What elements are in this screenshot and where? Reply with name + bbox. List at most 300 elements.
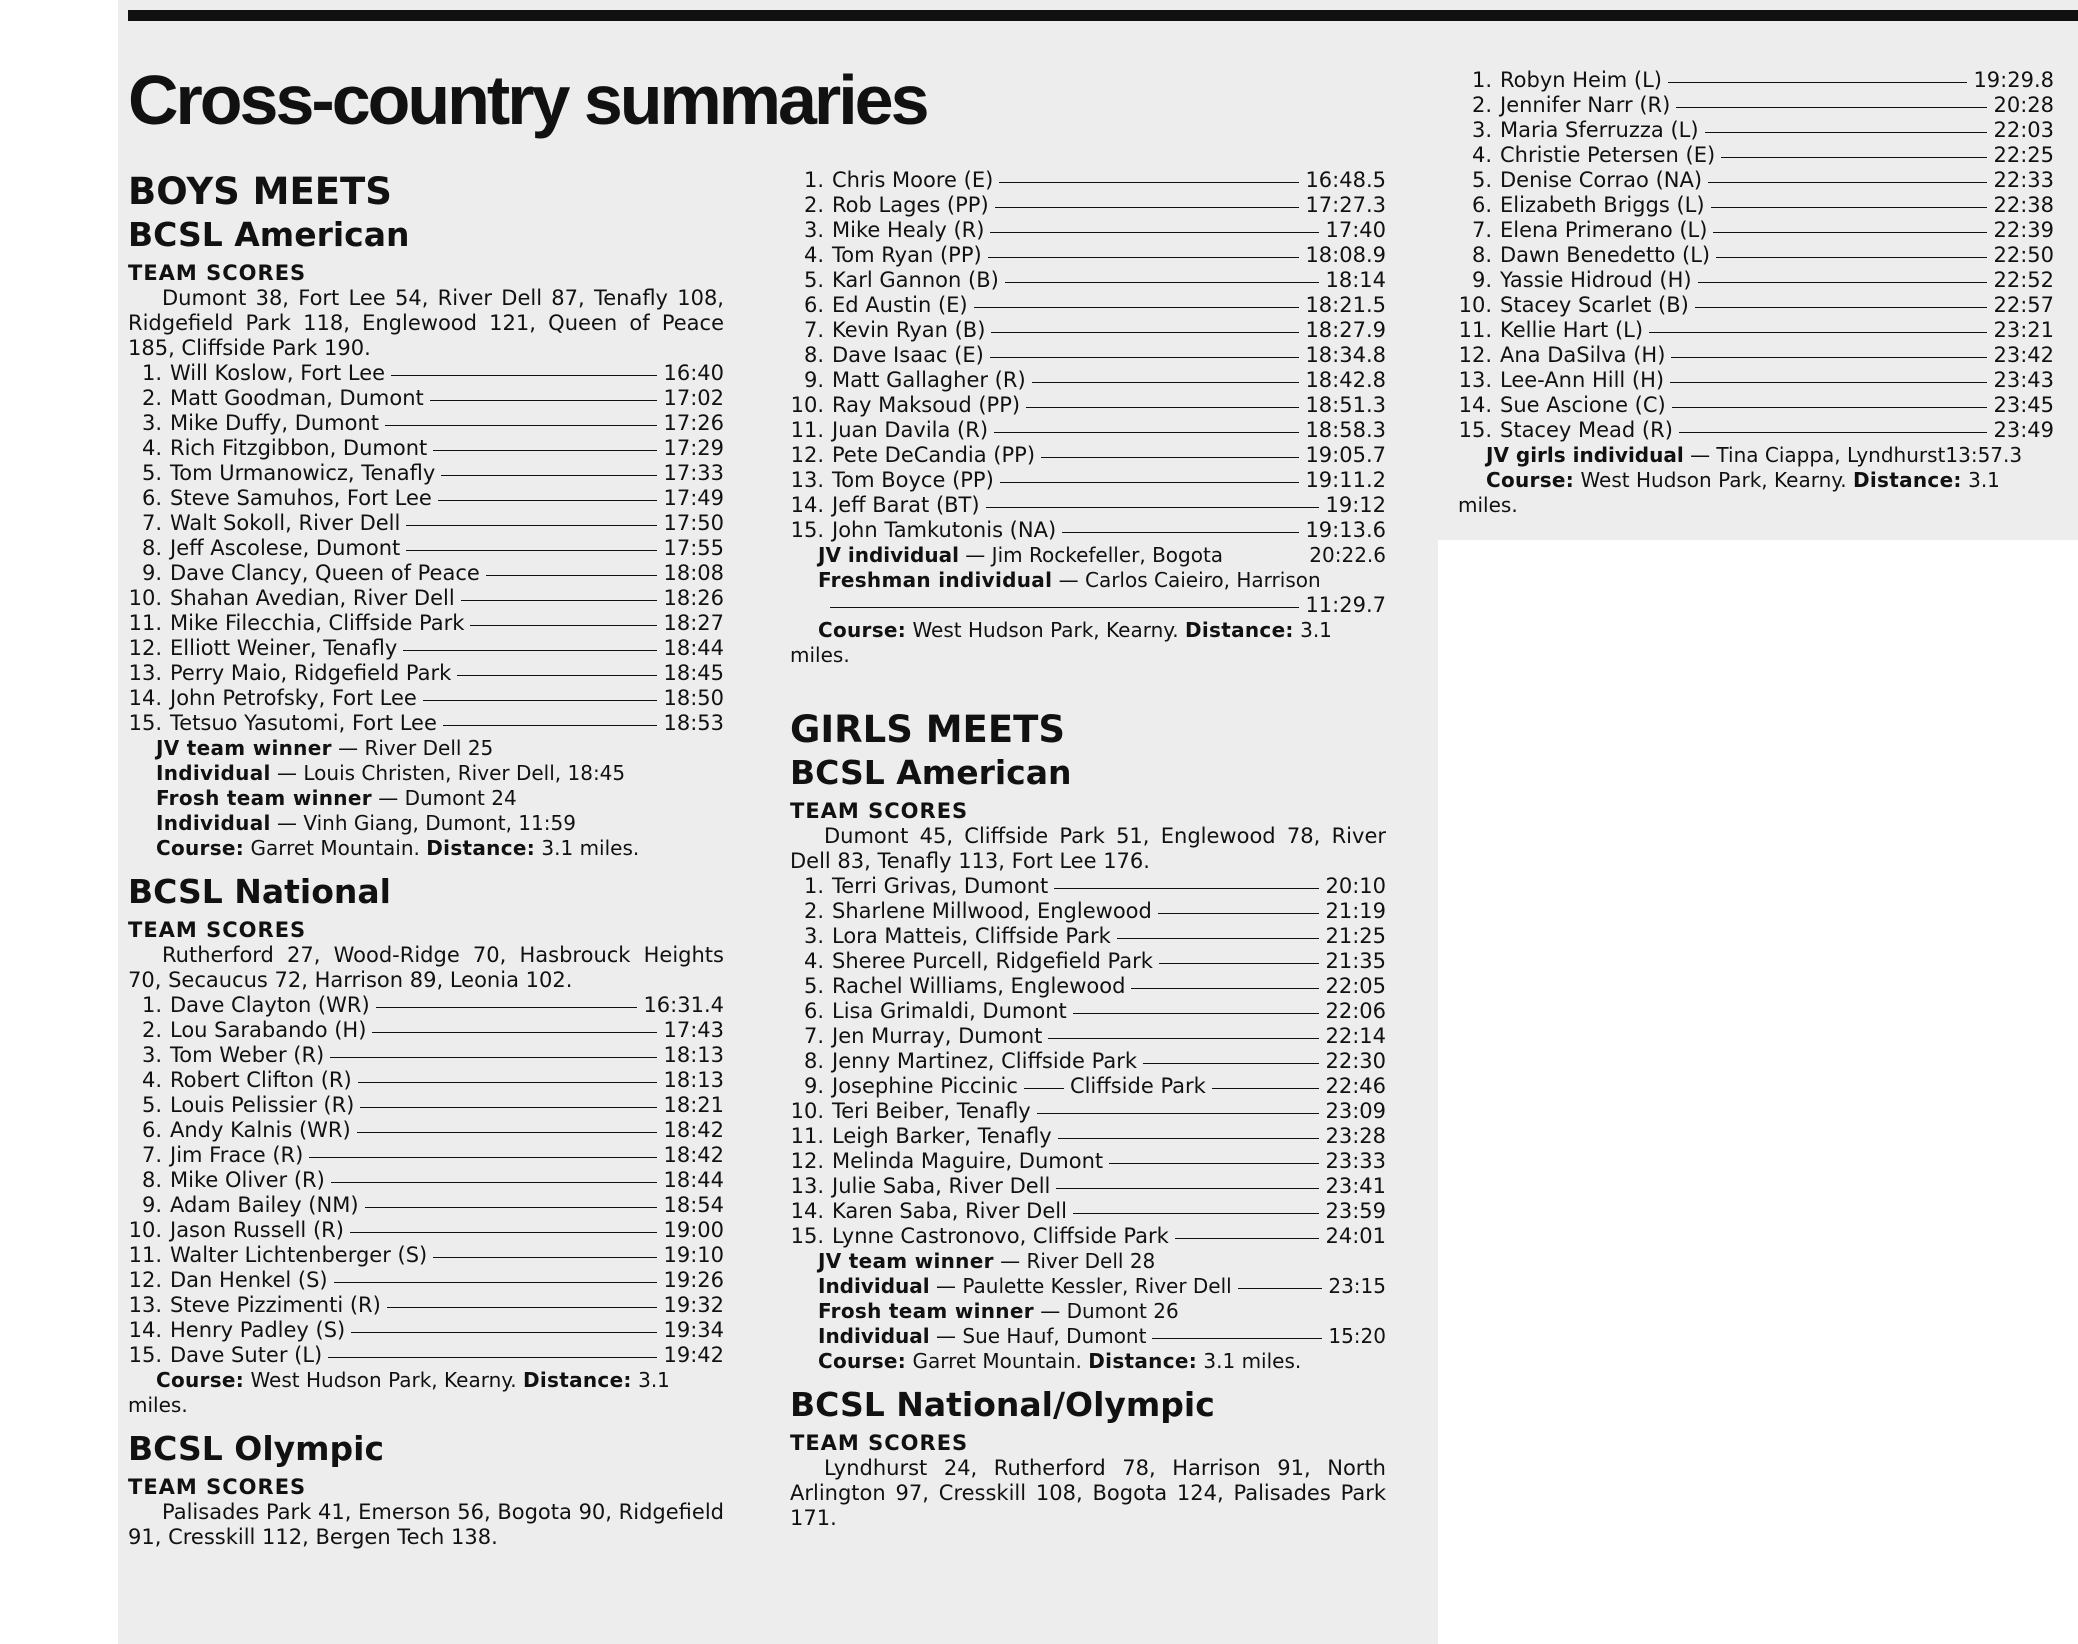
runner-name: Matt Goodman, Dumont <box>170 386 424 410</box>
result-row <box>128 486 724 511</box>
finish-time: 17:33 <box>663 461 724 485</box>
place-number: 8. <box>141 536 162 560</box>
runner-name: Rachel Williams, Englewood <box>832 974 1126 998</box>
leader-line <box>1073 1013 1320 1014</box>
finish-time: 23:42 <box>1993 343 2054 367</box>
place-number: 1. <box>141 361 162 385</box>
runner-name: Jim Frace (R) <box>170 1143 304 1167</box>
boys-american-results <box>128 361 724 736</box>
finish-time: 22:50 <box>1993 243 2054 267</box>
finish-time: 18:51.3 <box>1305 393 1386 417</box>
finish-time: 23:59 <box>1325 1199 1386 1223</box>
place-number: 8. <box>803 1049 824 1073</box>
leader-line <box>1158 913 1320 914</box>
leader-line <box>406 550 657 551</box>
leader-line <box>1672 407 1988 408</box>
leader-line <box>1026 407 1299 408</box>
result-row <box>790 493 1386 518</box>
result-row <box>128 511 724 536</box>
course-line <box>790 1349 1386 1374</box>
finish-time: 20:28 <box>1993 93 2054 117</box>
place-number: 3. <box>1471 118 1492 142</box>
result-row <box>790 193 1386 218</box>
result-row <box>128 993 724 1018</box>
result-row <box>128 1268 724 1293</box>
place-number: 4. <box>803 949 824 973</box>
place-number: 2. <box>141 386 162 410</box>
runner-name: Dave Isaac (E) <box>832 343 984 367</box>
finish-time: 19:13.6 <box>1305 518 1386 542</box>
girls-meets-heading: GIRLS MEETS <box>790 708 1065 751</box>
leader-line <box>986 507 1320 508</box>
finish-time: 19:05.7 <box>1305 443 1386 467</box>
leader-line <box>387 1307 658 1308</box>
finish-time: 18:44 <box>663 1168 724 1192</box>
finish-time: 16:48.5 <box>1305 168 1386 192</box>
result-row <box>128 436 724 461</box>
place-number: 13. <box>128 661 162 685</box>
place-number: 7. <box>803 318 824 342</box>
leader-line <box>1713 232 1987 233</box>
result-row <box>790 218 1386 243</box>
place-number: 12. <box>790 443 824 467</box>
result-row <box>128 586 724 611</box>
place-number: 13. <box>790 1174 824 1198</box>
team-scores-label: TEAM SCORES <box>128 918 307 942</box>
place-number: 4. <box>141 436 162 460</box>
result-row <box>128 636 724 661</box>
runner-name: Matt Gallagher (R) <box>832 368 1026 392</box>
leader-line <box>1037 1113 1320 1114</box>
runner-name: Jeff Barat (BT) <box>832 493 980 517</box>
note-value: Garret Mountain. <box>244 836 427 860</box>
finish-time: 18:34.8 <box>1305 343 1386 367</box>
finish-time: 17:40 <box>1325 218 1386 242</box>
leader-line <box>1670 382 1987 383</box>
leader-line <box>360 1107 657 1108</box>
leader-line <box>1143 1063 1319 1064</box>
runner-name: Juan Davila (R) <box>832 418 989 442</box>
boys-american-heading: BCSL American <box>128 215 410 254</box>
result-row <box>128 1343 724 1368</box>
freshman-individual-line: Freshman individual — Carlos Caieiro, Harrison <box>818 568 1321 592</box>
place-number: 4. <box>803 243 824 267</box>
finish-time: 22:25 <box>1993 143 2054 167</box>
place-number: 9. <box>803 368 824 392</box>
runner-name: Robert Clifton (R) <box>170 1068 352 1092</box>
finish-time: 18:27.9 <box>1305 318 1386 342</box>
girls-american-notes <box>790 1249 1386 1374</box>
leader-line <box>1109 1163 1319 1164</box>
leader-line <box>990 232 1319 233</box>
team-scores-text: Palisades Park 41, Emerson 56, Bogota 90, Ridgefield 91, Cresskill 112, Bergen Tech 138. <box>128 1500 724 1549</box>
leader-line <box>1679 432 1988 433</box>
result-row <box>790 343 1386 368</box>
runner-name: Henry Padley (S) <box>170 1318 346 1342</box>
finish-time: 17:26 <box>663 411 724 435</box>
runner-name: Ray Maksoud (PP) <box>832 393 1021 417</box>
result-row <box>128 386 724 411</box>
place-number: 7. <box>803 1024 824 1048</box>
result-row <box>1458 343 2054 368</box>
leader-line <box>406 525 657 526</box>
note-label: Frosh team winner <box>818 1299 1034 1323</box>
team-scores-text: Lyndhurst 24, Rutherford 78, Harrison 91, North Arlington 97, Cresskill 108, Bogota 124, Palisades Park 171. <box>790 1456 1386 1530</box>
note-text <box>818 1324 1146 1349</box>
finish-time: 18:45 <box>663 661 724 685</box>
jv-individual-line: JV individual — Jim Rockefeller, Bogota 20:22.6 <box>818 543 1386 567</box>
leader-line <box>486 575 658 576</box>
leader-line <box>1708 182 1987 183</box>
runner-name: Adam Bailey (NM) <box>170 1193 359 1217</box>
place-number: 7. <box>141 1143 162 1167</box>
runner-name: Stacey Mead (R) <box>1500 418 1673 442</box>
leader-line <box>1695 307 1988 308</box>
result-row <box>790 1124 1386 1149</box>
note-value: — Paulette Kessler, River Dell <box>929 1274 1232 1298</box>
runner-name: Dan Henkel (S) <box>170 1268 328 1292</box>
finish-time: 17:27.3 <box>1305 193 1386 217</box>
note-time: 23:15 <box>1328 1274 1386 1298</box>
finish-time: 19:11.2 <box>1305 468 1386 492</box>
finish-time: 18:42.8 <box>1305 368 1386 392</box>
result-row <box>128 1118 724 1143</box>
result-row <box>790 318 1386 343</box>
place-number: 15. <box>790 1224 824 1248</box>
place-number: 5. <box>803 268 824 292</box>
finish-time: 22:39 <box>1993 218 2054 242</box>
place-number: 14. <box>128 1318 162 1342</box>
note-value: — Dumont 26 <box>1033 1299 1179 1323</box>
runner-name: Steve Pizzimenti (R) <box>170 1293 381 1317</box>
result-row <box>790 393 1386 418</box>
runner-name: Lee-Ann Hill (H) <box>1500 368 1665 392</box>
place-number: 15. <box>790 518 824 542</box>
place-number: 13. <box>1458 368 1492 392</box>
course-line <box>128 836 724 861</box>
leader-line <box>1058 1138 1320 1139</box>
leader-line <box>1152 1338 1322 1339</box>
note-text <box>818 1274 1232 1299</box>
runner-name: Dave Clancy, Queen of Peace <box>170 561 480 585</box>
finish-time: 18:14 <box>1325 268 1386 292</box>
finish-time: 16:40 <box>663 361 724 385</box>
result-row <box>128 1068 724 1093</box>
boys-olympic-heading: BCSL Olympic <box>128 1429 385 1468</box>
place-number: 14. <box>128 686 162 710</box>
result-row <box>790 1174 1386 1199</box>
leader-line <box>990 357 1300 358</box>
result-row <box>128 611 724 636</box>
place-number: 7. <box>1471 218 1492 242</box>
place-number: 4. <box>141 1068 162 1092</box>
runner-name: Jennifer Narr (R) <box>1500 93 1671 117</box>
leader-line <box>385 425 657 426</box>
result-row <box>1458 268 2054 293</box>
place-number: 1. <box>1471 68 1492 92</box>
note-line <box>128 786 724 811</box>
result-row <box>1458 93 2054 118</box>
runner-name: John Tamkutonis (NA) <box>832 518 1057 542</box>
finish-time: 18:54 <box>663 1193 724 1217</box>
result-row <box>790 1099 1386 1124</box>
finish-time: 22:57 <box>1993 293 2054 317</box>
leader-line <box>1054 888 1319 889</box>
boys-meets-heading: BOYS MEETS <box>128 170 392 213</box>
boys-national-heading: BCSL National <box>128 872 391 911</box>
note-label: Frosh team winner <box>156 786 372 810</box>
runner-name: Tom Ryan (PP) <box>832 243 982 267</box>
finish-time: 18:50 <box>663 686 724 710</box>
result-row <box>790 924 1386 949</box>
finish-time: 18:42 <box>663 1118 724 1142</box>
runner-name: Sheree Purcell, Ridgefield Park <box>832 949 1153 973</box>
finish-time: 22:33 <box>1993 168 2054 192</box>
place-number: 8. <box>141 1168 162 1192</box>
team-scores-text: Dumont 45, Cliffside Park 51, Englewood 78, River Dell 83, Tenafly 113, Fort Lee 176. <box>790 824 1386 873</box>
finish-time: 17:02 <box>663 386 724 410</box>
place-number: 5. <box>803 974 824 998</box>
result-row <box>790 899 1386 924</box>
note-value: — River Dell 28 <box>993 1249 1156 1273</box>
leader-line <box>1032 382 1300 383</box>
place-number: 11. <box>128 611 162 635</box>
note-label: JV team winner <box>818 1249 994 1273</box>
place-number: 1. <box>803 168 824 192</box>
runner-name: Tom Weber (R) <box>170 1043 325 1067</box>
place-number: 11. <box>128 1243 162 1267</box>
result-row <box>128 1293 724 1318</box>
finish-time: 17:43 <box>663 1018 724 1042</box>
runner-name: Sue Ascione (C) <box>1500 393 1666 417</box>
leader-line <box>334 1282 658 1283</box>
result-row <box>128 1018 724 1043</box>
result-row <box>1458 168 2054 193</box>
runner-name: Mike Duffy, Dumont <box>170 411 380 435</box>
finish-time: 18:58.3 <box>1305 418 1386 442</box>
runner-name: Robyn Heim (L) <box>1500 68 1663 92</box>
runner-name: Karen Saba, River Dell <box>832 1199 1067 1223</box>
runner-name: Mike Filecchia, Cliffside Park <box>170 611 465 635</box>
result-row <box>1458 218 2054 243</box>
finish-time: 16:31.4 <box>643 993 724 1017</box>
note-label: Course: <box>818 1349 907 1373</box>
finish-time: 23:21 <box>1993 318 2054 342</box>
runner-name: Jeff Ascolese, Dumont <box>170 536 401 560</box>
result-row <box>1458 393 2054 418</box>
leader-line <box>358 1082 658 1083</box>
leader-line <box>438 500 658 501</box>
note-label: Distance: <box>1088 1349 1198 1373</box>
finish-time: 22:06 <box>1325 999 1386 1023</box>
leader-line <box>357 1132 658 1133</box>
girls-natoly-results <box>1458 68 2054 443</box>
result-row <box>790 974 1386 999</box>
note-value: — Dumont 24 <box>371 786 517 810</box>
runner-name: Elizabeth Briggs (L) <box>1500 193 1705 217</box>
note-value: 3.1 miles. <box>1197 1349 1302 1373</box>
runner-name: Mike Oliver (R) <box>170 1168 325 1192</box>
result-row <box>790 1024 1386 1049</box>
runner-name: Leigh Barker, Tenafly <box>832 1124 1052 1148</box>
girls-natoly-heading: BCSL National/Olympic <box>790 1385 1215 1424</box>
place-number: 4. <box>1471 143 1492 167</box>
team-scores-label: TEAM SCORES <box>790 799 969 823</box>
team-scores-label: TEAM SCORES <box>128 261 307 285</box>
runner-name: Rich Fitzgibbon, Dumont <box>170 436 428 460</box>
place-number: 1. <box>803 874 824 898</box>
team-scores-text: Rutherford 27, Wood-Ridge 70, Hasbrouck Heights 70, Secaucus 72, Harrison 89, Leonia 102. <box>128 943 724 992</box>
place-number: 14. <box>1458 393 1492 417</box>
place-number: 12. <box>128 1268 162 1292</box>
place-number: 10. <box>1458 293 1492 317</box>
finish-time: 22:03 <box>1993 118 2054 142</box>
course-line: Course: West Hudson Park, Kearny. Distance: 3.1 miles. <box>128 1368 670 1417</box>
result-row <box>790 443 1386 468</box>
runner-name: Ana DaSilva (H) <box>1500 343 1666 367</box>
place-number: 9. <box>141 1193 162 1217</box>
leader-line <box>457 675 657 676</box>
runner-name: Karl Gannon (B) <box>832 268 999 292</box>
leader-line <box>995 207 1300 208</box>
leader-line <box>991 332 1299 333</box>
runner-name: Shahan Avedian, River Dell <box>170 586 455 610</box>
result-row <box>128 661 724 686</box>
finish-time: 18:42 <box>663 1143 724 1167</box>
finish-time: 18:26 <box>663 586 724 610</box>
note-line <box>790 1249 1386 1274</box>
note-label: Individual <box>818 1324 930 1348</box>
place-number: 13. <box>790 468 824 492</box>
place-number: 12. <box>128 636 162 660</box>
runner-name: Ed Austin (E) <box>832 293 968 317</box>
result-row <box>128 461 724 486</box>
runner-name: Julie Saba, River Dell <box>832 1174 1051 1198</box>
place-number: 3. <box>803 924 824 948</box>
leader-line <box>1705 132 1988 133</box>
place-number: 2. <box>141 1018 162 1042</box>
leader-line <box>441 475 657 476</box>
result-row <box>128 536 724 561</box>
runner-name: Elena Primerano (L) <box>1500 218 1708 242</box>
place-number: 6. <box>141 486 162 510</box>
place-number: 15. <box>128 711 162 735</box>
result-row <box>790 268 1386 293</box>
leader-line <box>430 400 658 401</box>
leader-line <box>328 1357 657 1358</box>
leader-line <box>470 625 657 626</box>
leader-line <box>331 1182 658 1183</box>
leader-line <box>1175 1238 1320 1239</box>
place-number: 14. <box>790 1199 824 1223</box>
result-row <box>790 1149 1386 1174</box>
runner-name: Tetsuo Yasutomi, Fort Lee <box>170 711 437 735</box>
place-number: 7. <box>141 511 162 535</box>
finish-time: 23:28 <box>1325 1124 1386 1148</box>
runner-name: Jason Russell (R) <box>170 1218 344 1242</box>
freshman-time-line: 11:29.7 <box>790 593 1386 618</box>
finish-time: 21:35 <box>1325 949 1386 973</box>
runner-name: Pete DeCandia (PP) <box>832 443 1036 467</box>
result-row <box>1458 143 2054 168</box>
result-row <box>128 361 724 386</box>
place-number: 5. <box>141 461 162 485</box>
result-row <box>1458 118 2054 143</box>
result-row <box>790 1074 1386 1099</box>
finish-time: 24:01 <box>1325 1224 1386 1248</box>
result-row <box>1458 193 2054 218</box>
result-row <box>790 874 1386 899</box>
runner-name: Sharlene Millwood, Englewood <box>832 899 1152 923</box>
place-number: 9. <box>803 1074 824 1098</box>
runner-name: Teri Beiber, Tenafly <box>832 1099 1031 1123</box>
place-number: 12. <box>790 1149 824 1173</box>
finish-time: 18:08 <box>663 561 724 585</box>
result-row <box>1458 293 2054 318</box>
leader-line <box>1005 282 1320 283</box>
result-row <box>790 418 1386 443</box>
place-number: 6. <box>803 999 824 1023</box>
leader-line <box>403 650 657 651</box>
finish-time: 22:38 <box>1993 193 2054 217</box>
result-row <box>1458 418 2054 443</box>
boys-national-results <box>128 993 724 1368</box>
place-number: 5. <box>1471 168 1492 192</box>
runner-name: Steve Samuhos, Fort Lee <box>170 486 432 510</box>
runner-name: Jenny Martinez, Cliffside Park <box>832 1049 1138 1073</box>
finish-time: 19:42 <box>663 1343 724 1367</box>
leader-line <box>365 1207 658 1208</box>
course-line: Course: West Hudson Park, Kearny. Distance: 3.1 miles. <box>790 618 1332 667</box>
note-label: JV team winner <box>156 736 332 760</box>
result-row <box>790 168 1386 193</box>
result-row <box>128 561 724 586</box>
result-row <box>1458 318 2054 343</box>
leader-line <box>376 1007 638 1008</box>
leader-line <box>1716 257 1987 258</box>
finish-time: 23:49 <box>1993 418 2054 442</box>
result-row <box>128 1243 724 1268</box>
leader-line <box>350 1232 658 1233</box>
result-row <box>1458 243 2054 268</box>
finish-time: 23:09 <box>1325 1099 1386 1123</box>
boys-olympic-results <box>790 168 1386 543</box>
place-number: 8. <box>1471 243 1492 267</box>
finish-time: 22:05 <box>1325 974 1386 998</box>
result-row <box>128 1093 724 1118</box>
finish-time: 20:10 <box>1325 874 1386 898</box>
runner-name: Chris Moore (E) <box>832 168 994 192</box>
team-scores-label: TEAM SCORES <box>128 1475 307 1499</box>
finish-time: 22:14 <box>1325 1024 1386 1048</box>
note-line <box>790 1324 1386 1349</box>
leader-line <box>1721 157 1987 158</box>
runner-name: Maria Sferruzza (L) <box>1500 118 1699 142</box>
place-number: 8. <box>803 343 824 367</box>
finish-time: 17:49 <box>663 486 724 510</box>
result-row <box>790 1224 1386 1249</box>
place-number: 3. <box>141 411 162 435</box>
team-scores-label: TEAM SCORES <box>790 1431 969 1455</box>
girls-american-heading: BCSL American <box>790 753 1072 792</box>
finish-time: 21:25 <box>1325 924 1386 948</box>
runner-name: Lou Sarabando (H) <box>170 1018 367 1042</box>
result-row <box>790 1049 1386 1074</box>
place-number: 15. <box>128 1343 162 1367</box>
finish-time: 18:21 <box>663 1093 724 1117</box>
boys-american-notes <box>128 736 724 861</box>
leader-line <box>1212 1088 1320 1089</box>
